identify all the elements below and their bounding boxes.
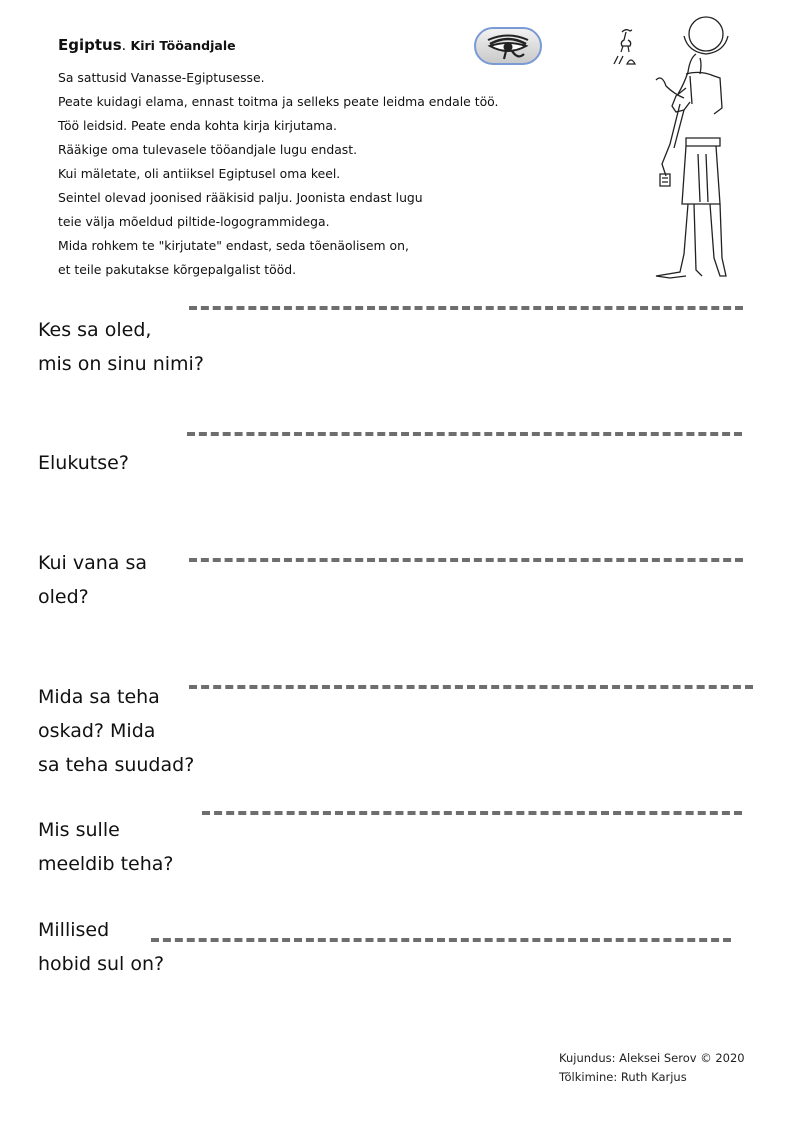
question-profession bbox=[38, 446, 129, 480]
question-line: hobid sul on? bbox=[38, 953, 165, 975]
answer-line-skills[interactable] bbox=[189, 685, 753, 689]
question-line: Mis sulle bbox=[38, 819, 120, 841]
ibis-hieroglyph-icon bbox=[610, 26, 640, 72]
intro-line: Seintel olevad joonised rääkisid palju. Joonista endast lugu bbox=[58, 190, 423, 205]
answer-line-name[interactable] bbox=[189, 306, 743, 310]
question-age bbox=[38, 546, 147, 614]
question-line: Kes sa oled, bbox=[38, 319, 152, 341]
question-line: sa teha suudad? bbox=[38, 754, 195, 776]
intro-line: Peate kuidagi elama, ennast toitma ja selleks peate leidma endale töö. bbox=[58, 94, 499, 109]
intro-text bbox=[58, 66, 558, 282]
question-line: Kui vana sa bbox=[38, 552, 148, 574]
intro-line: Töö leidsid. Peate enda kohta kirja kirjutama. bbox=[58, 118, 337, 133]
question-line: Millised bbox=[38, 919, 110, 941]
intro-line: Kui mäletate, oli antiiksel Egiptusel oma keel. bbox=[58, 166, 341, 181]
question-line: mis on sinu nimi? bbox=[38, 353, 204, 375]
question-line: Mida sa teha bbox=[38, 686, 160, 708]
answer-line-profession[interactable] bbox=[187, 432, 742, 436]
question-hobbies bbox=[38, 913, 164, 981]
question-name bbox=[38, 313, 204, 381]
intro-line: Mida rohkem te "kirjutate" endast, seda tõenäolisem on, bbox=[58, 238, 409, 253]
credits-footer bbox=[559, 1049, 745, 1087]
question-skills bbox=[38, 680, 194, 782]
question-line: oskad? Mida bbox=[38, 720, 156, 742]
credit-translation: Tõlkimine: Ruth Karjus bbox=[559, 1070, 687, 1084]
answer-line-age[interactable] bbox=[189, 558, 743, 562]
intro-line: et teile pakutakse kõrgepalgalist tööd. bbox=[58, 262, 297, 277]
title-subtitle: Kiri Tööandjale bbox=[130, 38, 236, 53]
thoth-figure-illustration bbox=[640, 14, 740, 288]
answer-line-likes[interactable] bbox=[202, 811, 742, 815]
question-line: meeldib teha? bbox=[38, 853, 174, 875]
eye-of-horus-icon bbox=[474, 27, 542, 65]
title-separator: . bbox=[121, 38, 131, 54]
answer-line-hobbies[interactable] bbox=[151, 938, 731, 942]
question-likes bbox=[38, 813, 174, 881]
question-line: Elukutse? bbox=[38, 452, 129, 474]
credit-design: Kujundus: Aleksei Serov © 2020 bbox=[559, 1051, 745, 1065]
intro-line: Rääkige oma tulevasele tööandjale lugu endast. bbox=[58, 142, 358, 157]
intro-line: teie välja mõeldud piltide-logogrammidega. bbox=[58, 214, 330, 229]
intro-line: Sa sattusid Vanasse-Egiptusesse. bbox=[58, 70, 265, 85]
title-main: Egiptus bbox=[58, 36, 122, 54]
page-title bbox=[58, 36, 236, 54]
question-line: oled? bbox=[38, 586, 89, 608]
